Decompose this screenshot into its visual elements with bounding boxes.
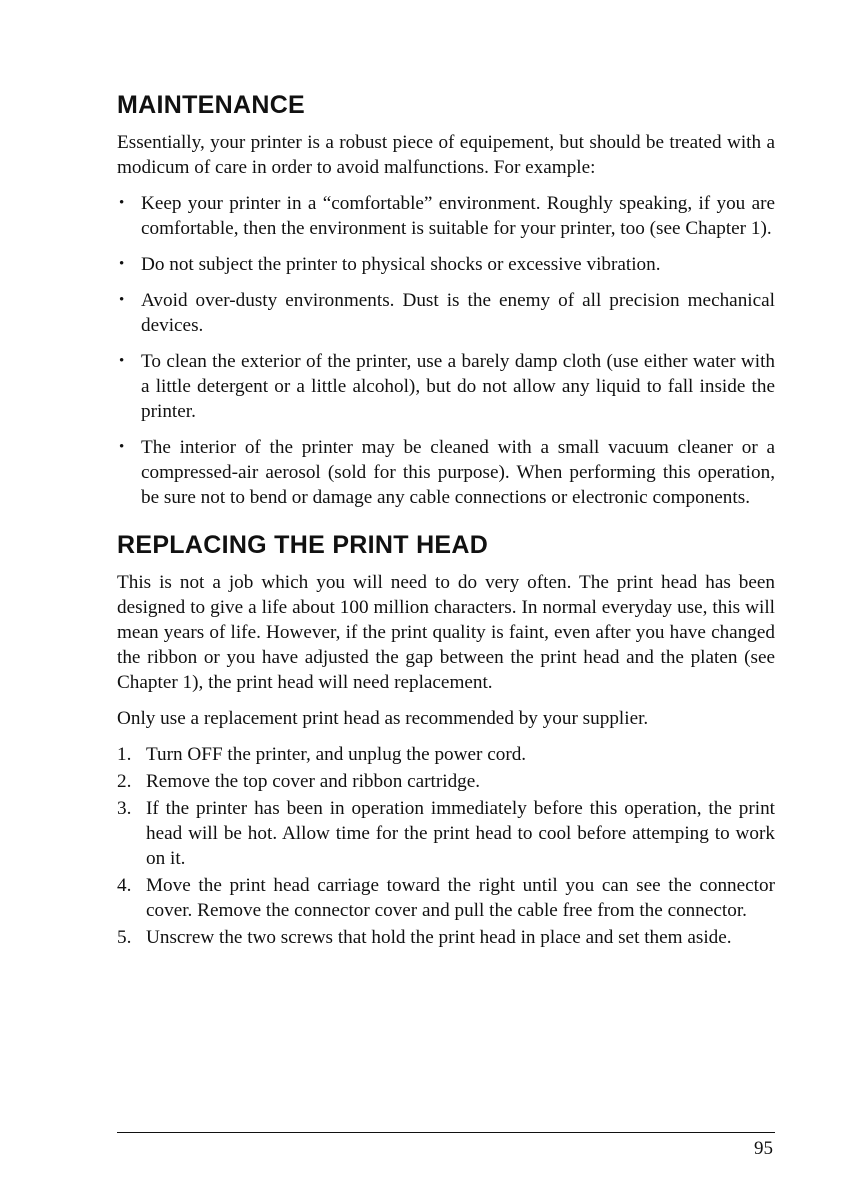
step-text: Remove the top cover and ribbon cartridge. [146, 771, 481, 792]
page-number: 95 [754, 1138, 773, 1159]
step-number: 2. [117, 771, 132, 792]
section-heading-replacing-print-head: REPLACING THE PRINT HEAD [117, 531, 489, 559]
bullet-text: Keep your printer in a “comfortable” environment. Roughly speaking, if you are comfortable, then the environment is suitable for your printer, too (see Chapter 1). [141, 193, 775, 239]
footer-divider [117, 1132, 775, 1133]
step-number: 5. [117, 927, 132, 948]
step-item [117, 769, 775, 794]
bullet-text: The interior of the printer may be cleaned with a small vacuum cleaner or a compressed-air aerosol (sold for this purpose). When performing this operation, be sure not to bend or damage any cable connections or electronic components. [141, 437, 775, 508]
print-head-steps-list [117, 742, 775, 950]
section-heading-maintenance: MAINTENANCE [117, 91, 306, 119]
bullet-icon: • [119, 195, 125, 211]
step-number: 3. [117, 798, 132, 819]
bullet-text: To clean the exterior of the printer, use a barely damp cloth (use either water with a little detergent or a little alcohol), but do not allow any liquid to fall inside the printer. [141, 351, 775, 422]
bullet-item [117, 252, 775, 277]
maintenance-intro: Essentially, your printer is a robust piece of equipement, but should be treated with a modicum of care in order to avoid malfunctions. For example: [117, 132, 775, 178]
bullet-text: Avoid over-dusty environments. Dust is the enemy of all precision mechanical devices. [141, 290, 775, 336]
step-number: 4. [117, 875, 132, 896]
bullet-item [117, 349, 775, 424]
bullet-item [117, 288, 775, 338]
step-number: 1. [117, 744, 132, 765]
print-head-paragraph: This is not a job which you will need to do very often. The print head has been designed to give a life about 100 million characters. In normal everyday use, this will mean years of life. However, if the print quality is faint, even after you have changed the ribbon or you have adjusted the gap between the print head and the platen (see Chapter 1), the print head will need replacement. [117, 572, 775, 693]
bullet-item [117, 435, 775, 510]
bullet-icon: • [119, 439, 125, 455]
step-item [117, 925, 775, 950]
print-head-paragraph: Only use a replacement print head as recommended by your supplier. [117, 708, 649, 729]
maintenance-bullet-list [117, 191, 775, 510]
step-item [117, 873, 775, 923]
step-text: Turn OFF the printer, and unplug the power cord. [146, 744, 527, 765]
bullet-icon: • [119, 256, 125, 272]
bullet-item [117, 191, 775, 241]
page-content [117, 90, 775, 952]
step-text: If the printer has been in operation immediately before this operation, the print head will be hot. Allow time for the print head to cool before attemping to work on it. [146, 798, 775, 869]
bullet-icon: • [119, 292, 125, 308]
bullet-text: Do not subject the printer to physical shocks or excessive vibration. [141, 254, 661, 275]
bullet-icon: • [119, 353, 125, 369]
step-item [117, 742, 775, 767]
step-text: Move the print head carriage toward the right until you can see the connector cover. Remove the connector cover and pull the cable free from the connector. [146, 875, 775, 921]
step-text: Unscrew the two screws that hold the print head in place and set them aside. [146, 927, 732, 948]
step-item [117, 796, 775, 871]
